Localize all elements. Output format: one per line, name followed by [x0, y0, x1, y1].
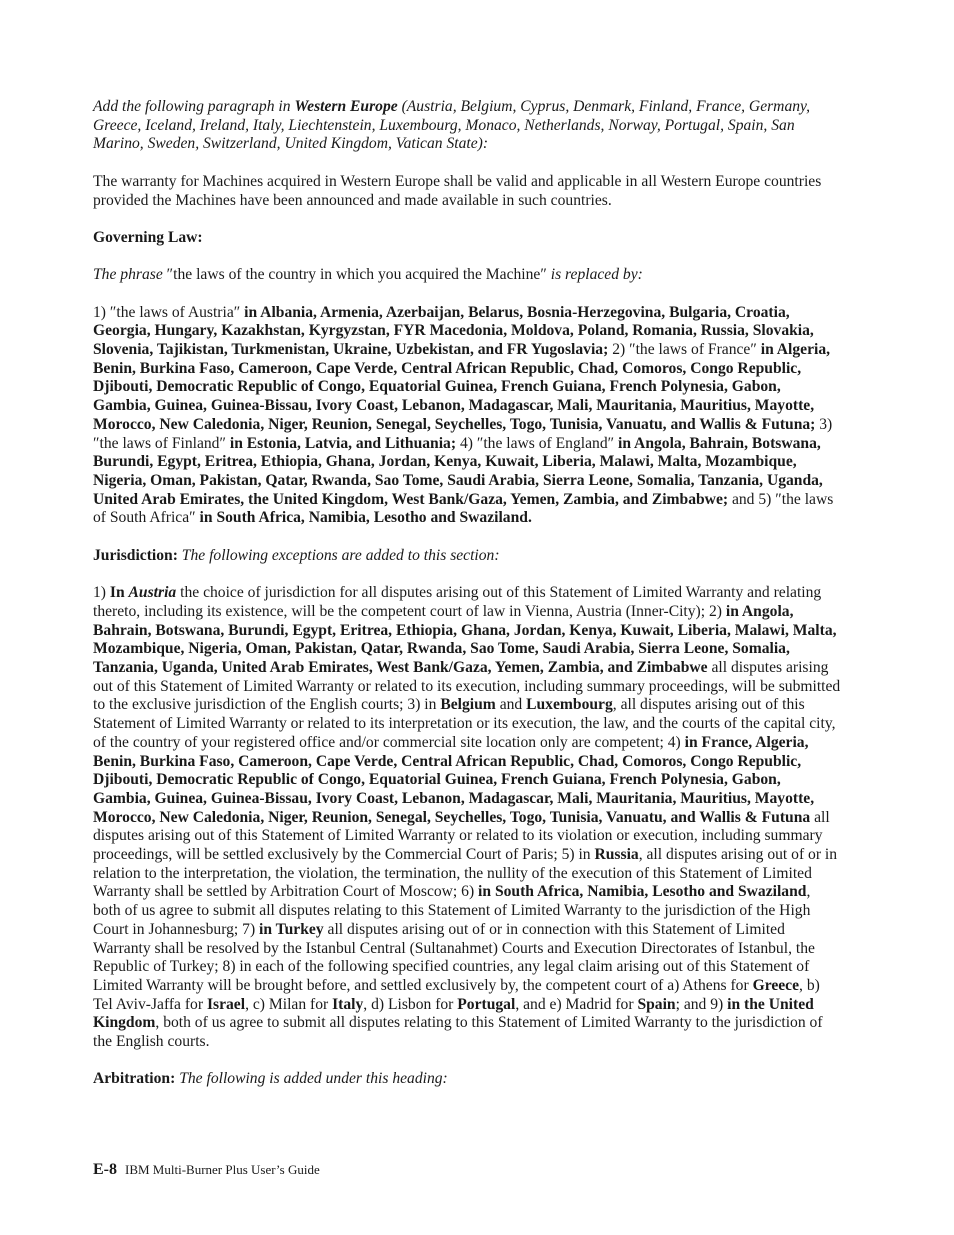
- intro-lead: Add the following paragraph in: [93, 98, 295, 115]
- intro-region: Western Europe: [294, 98, 398, 115]
- governing-law-heading: Governing Law:: [93, 228, 203, 246]
- warranty-paragraph: The warranty for Machines acquired in Western Europe shall be valid and applicable in all Western Europe countries provided the Machines have been announced and made available in such countries.: [93, 172, 822, 209]
- arbitration-heading: Arbitration: The following is added under this heading:: [93, 1070, 448, 1088]
- page-number: E-8: [93, 1161, 117, 1178]
- governing-law-phrase: The phrase ″the laws of the country in which you acquired the Machine″ is replaced by:: [93, 266, 643, 284]
- governing-law-list: 1) ″the laws of Austria″ in Albania, Armenia, Azerbaijan, Belarus, Bosnia-Herzegovina, Bulgaria, Croatia, Georgia, Hungary, Kazakhstan, Kyrgyzstan, FYR Macedonia, Moldova, Poland, Romania, Russia, Slovakia, Slovenia, Tajikistan, Turkmenistan, Ukraine, Uzbekistan, and FR Yugoslavia; 2) ″the laws of France″ in Algeria, Benin, Burkina Faso, Cameroon, Cape Verde, Central African Republic, Chad, Comoros, Congo Republic, Djibouti, Democratic Republic of Congo, Equatorial Guinea, French Guiana, French Polynesia, Gabon, Gambia, Guinea, Guinea-Bissau, Ivory Coast, Lebanon, Madagascar, Mali, Mauritania, Mauritius, Mayotte, Morocco, New Caledonia, Niger, Reunion, Senegal, Seychelles, Togo, Tunisia, Vanuatu, and Wallis & Futuna; 3) ″the laws of Finland″ in Estonia, Latvia, and Lithuania; 4) ″the laws of England″ in Angola, Bahrain, Botswana, Burundi, Egypt, Eritrea, Ethiopia, Ghana, Jordan, Kenya, Kuwait, Liberia, Malawi, Malta, Mozambique, Nigeria, Oman, Pakistan, Qatar, Rwanda, Sao Tome, Saudi Arabia, Sierra Leone, Somalia, Tanzania, Uganda, United Arab Emirates, the United Kingdom, West Bank/Gaza, Yemen, Zambia, and Zimbabwe; and 5) ″the laws of South Africa″ in South Africa, Namibia, Lesotho and Swaziland.: [93, 303, 834, 527]
- intro-countries: (Austria, Belgium, Cyprus, Denmark, Finland, France, Germany, Greece, Iceland, Ireland, Italy, Liechtenstein, Luxembourg, Monaco, Netherlands, Norway, Portugal, Spain, San Marino, Sweden, Switzerland, United Kingdom, Vatican State):: [93, 98, 811, 153]
- intro-paragraph: [93, 98, 841, 154]
- page-footer: [93, 1161, 320, 1179]
- jurisdiction-list: 1) In Austria the choice of jurisdiction for all disputes arising out of this Statement of Limited Warranty and relating thereto, including its existence, will be the competent court of law in Vienna, Austria (Inner-City); 2) in Angola, Bahrain, Botswana, Burundi, Egypt, Eritrea, Ethiopia, Ghana, Jordan, Kenya, Kuwait, Liberia, Malawi, Malta, Mozambique, Nigeria, Oman, Pakistan, Qatar, Rwanda, Sao Tome, Saudi Arabia, Sierra Leone, Somalia, Tanzania, Uganda, United Arab Emirates, West Bank/Gaza, Yemen, Zambia, and Zimbabwe all disputes arising out of this Statement of Limited Warranty or related to its execution, including summary proceedings, will be submitted to the exclusive jurisdiction of the English courts; 3) in Belgium and Luxembourg, all disputes arising out of this Statement of Limited Warranty or related to its interpretation or its execution, the law, and the courts of the capital city, of the country of your registered office and/or commercial site location only are competent; 4) in France, Algeria, Benin, Burkina Faso, Cameroon, Cape Verde, Central African Republic, Chad, Comoros, Congo Republic, Djibouti, Democratic Republic of Congo, Equatorial Guinea, French Guiana, French Polynesia, Gabon, Gambia, Guinea, Guinea-Bissau, Ivory Coast, Lebanon, Madagascar, Mali, Mauritania, Mauritius, Mayotte, Morocco, New Caledonia, Niger, Reunion, Senegal, Seychelles, Togo, Tunisia, Vanuatu, and Wallis & Futuna all disputes arising out of this Statement of Limited Warranty or related to its violation or execution, including summary proceedings, will be settled exclusively by the Commercial Court of Paris; 5) in Russia, all disputes arising out of or in relation to the interpretation, the violation, the termination, the nullity of the execution of this Statement of Limited Warranty shall be settled by Arbitration Court of Moscow; 6) in South Africa, Namibia, Lesotho and Swaziland, both of us agree to submit all disputes relating to this Statement of Limited Warranty to the jurisdiction of the High Court in Johannesburg; 7) in Turkey all disputes arising out of or in connection with this Statement of Limited Warranty shall be resolved by the Istanbul Central (Sultanahmet) Courts and Execution Directorates of Istanbul, the Republic of Turkey; 8) in each of the following specified countries, any legal claim arising out of this Statement of Limited Warranty will be brought before, and settled exclusively by, the competent court of a) Athens for Greece, b) Tel Aviv-Jaffa for Israel, c) Milan for Italy, d) Lisbon for Portugal, and e) Madrid for Spain; and 9) in the United Kingdom, both of us agree to submit all disputes relating to this Statement of Limited Warranty to the jurisdiction of the English courts.: [93, 584, 841, 1051]
- jurisdiction-heading: Jurisdiction: The following exceptions are added to this section:: [93, 546, 500, 564]
- document-title: IBM Multi-Burner Plus User’s Guide: [125, 1162, 320, 1177]
- document-body: [93, 98, 841, 1108]
